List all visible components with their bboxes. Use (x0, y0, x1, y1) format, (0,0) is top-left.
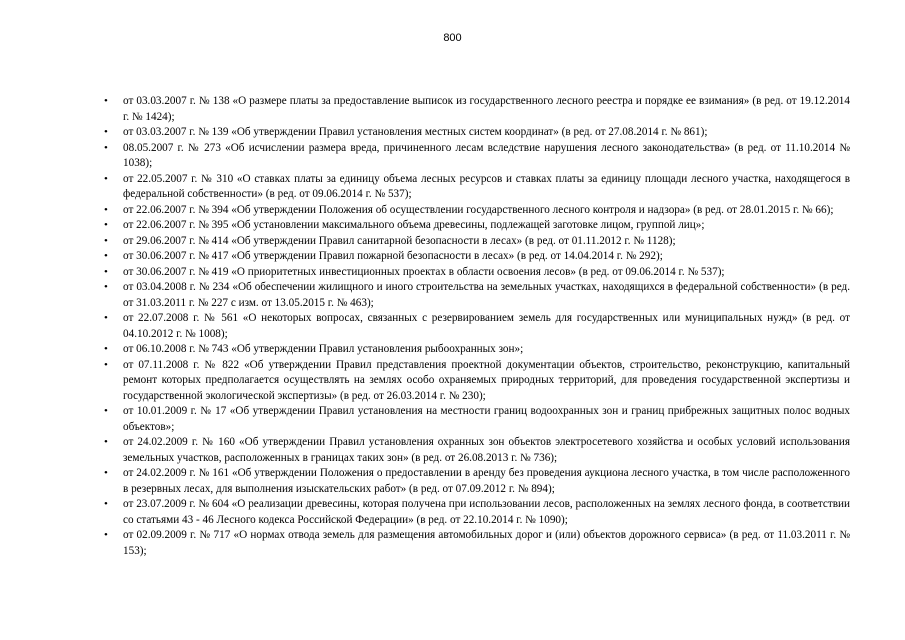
bullet-icon: • (104, 219, 108, 231)
bullet-icon: • (104, 467, 108, 479)
list-item-text: от 24.02.2009 г. № 161 «Об утверждении Положения о предоставлении в аренду без проведения аукциона лесного участка, в том числе расположенного в резервных лесах, для выполнения изыскательских работ» (в ред. от 07.09.2012 г. № 894); (123, 467, 850, 495)
bullet-icon: • (104, 141, 108, 154)
list-item-text: от 03.04.2008 г. № 234 «Об обеспечении жилищного и иного строительства на земельных участках, находящихся в федеральной собственности» (в ред. от 31.03.2011 г. № 227 с изм. от 13.05.2015 г. № 463); (123, 281, 850, 309)
list-item (104, 528, 850, 559)
list-item-text: от 22.06.2007 г. № 394 «Об утверждении Положения об осуществлении государственного лесного контроля и надзора» (в ред. от 28.01.2015 г. № 66); (123, 203, 834, 216)
page-number: 800 (443, 32, 462, 44)
bullet-icon: • (104, 358, 108, 371)
list-item-text: от 03.03.2007 г. № 139 «Об утверждении Правил установления местных систем координат» (в ред. от 27.08.2014 г. № 861); (123, 126, 708, 138)
list-item (104, 218, 850, 234)
list-item (104, 435, 850, 466)
list-item (104, 203, 850, 219)
list-item (104, 280, 850, 311)
list-item (104, 497, 850, 528)
regulation-list (104, 94, 850, 559)
list-item (104, 358, 850, 405)
bullet-icon: • (104, 172, 108, 185)
list-item-text: от 03.03.2007 г. № 138 «О размере платы за предоставление выписок из государственного лесного реестра и порядке ее взимания» (в ред. от 19.12.2014 г. № 1424); (123, 95, 850, 123)
list-item-text: от 23.07.2009 г. № 604 «О реализации древесины, которая получена при использовании лесов, расположенных на землях лесного фонда, в соответствии со статьями 43 - 46 Лесного кодекса Российской Федерации» (в ред. от 22.10.2014 г. № 1090); (123, 498, 850, 526)
list-item-text: от 30.06.2007 г. № 419 «О приоритетных инвестиционных проектах в области освоения лесов» (в ред. от 09.06.2014 г. № 537); (123, 265, 725, 278)
list-item (104, 234, 850, 250)
bullet-icon: • (104, 498, 108, 510)
list-item-text: от 29.06.2007 г. № 414 «Об утверждении Правил санитарной безопасности в лесах» (в ред. от 01.11.2012 г. № 1128); (123, 234, 676, 247)
list-item (104, 342, 850, 358)
bullet-icon: • (104, 265, 108, 278)
bullet-icon: • (104, 95, 108, 107)
list-item-text: от 02.09.2009 г. № 717 «О нормах отвода земель для размещения автомобильных дорог и (или) объектов дорожного сервиса» (в ред. от 11.03.2011 г. № 153); (123, 529, 850, 557)
list-item (104, 404, 850, 435)
list-item-text: от 30.06.2007 г. № 417 «Об утверждении Правил пожарной безопасности в лесах» (в ред. от 14.04.2014 г. № 292); (123, 250, 663, 262)
list-item (104, 141, 850, 172)
bullet-icon: • (104, 529, 108, 541)
list-item-text: 08.05.2007 г. № 273 «Об исчислении размера вреда, причиненного лесам вследствие нарушения лесного законодательства» (в ред. от 11.10.2014 № 1038); (123, 141, 850, 169)
list-item-text: от 07.11.2008 г. № 822 «Об утверждении Правил представления проектной документации объектов, строительство, реконструкцию, капитальный ремонт которых предполагается осуществлять на землях особо охраняемых природных территорий, для проведения государственной экспертизы и государственной экологической экспертизы» (в ред. от 26.03.2014 г. № 230); (123, 358, 850, 402)
list-item (104, 466, 850, 497)
bullet-icon: • (104, 312, 108, 324)
list-item (104, 265, 850, 281)
list-item (104, 94, 850, 125)
bullet-icon: • (104, 234, 108, 247)
bullet-icon: • (104, 203, 108, 216)
bullet-icon: • (104, 405, 108, 417)
list-item (104, 311, 850, 342)
bullet-icon: • (104, 281, 108, 293)
list-item-text: от 06.10.2008 г. № 743 «Об утверждении Правил установления рыбоохранных зон»; (123, 343, 524, 355)
bullet-icon: • (104, 436, 108, 448)
bullet-icon: • (104, 126, 108, 138)
bullet-icon: • (104, 250, 108, 262)
list-item (104, 125, 850, 141)
list-item-text: от 22.07.2008 г. № 561 «О некоторых вопросах, связанных с резервированием земель для государственных или муниципальных нужд» (в ред. от 04.10.2012 г. № 1008); (123, 312, 850, 340)
list-item-text: от 22.06.2007 г. № 395 «Об установлении максимального объема древесины, подлежащей заготовке лицом, группой лиц»; (123, 219, 705, 231)
bullet-icon: • (104, 343, 108, 355)
list-item-text: от 22.05.2007 г. № 310 «О ставках платы за единицу объема лесных ресурсов и ставках платы за единицу площади лесного участка, находящегося в федеральной собственности» (в ред. от 09.06.2014 г. № 537); (123, 172, 850, 200)
list-item (104, 249, 850, 265)
list-item (104, 172, 850, 203)
list-item-text: от 24.02.2009 г. № 160 «Об утверждении Правил установления охранных зон объектов электросетевого хозяйства и особых условий использования земельных участков, расположенных в границах таких зон» (в ред. от 26.08.2013 г. № 736); (123, 436, 850, 464)
list-item-text: от 10.01.2009 г. № 17 «Об утверждении Правил установления на местности границ водоохранных зон и границ прибрежных защитных полос водных объектов»; (123, 405, 850, 433)
